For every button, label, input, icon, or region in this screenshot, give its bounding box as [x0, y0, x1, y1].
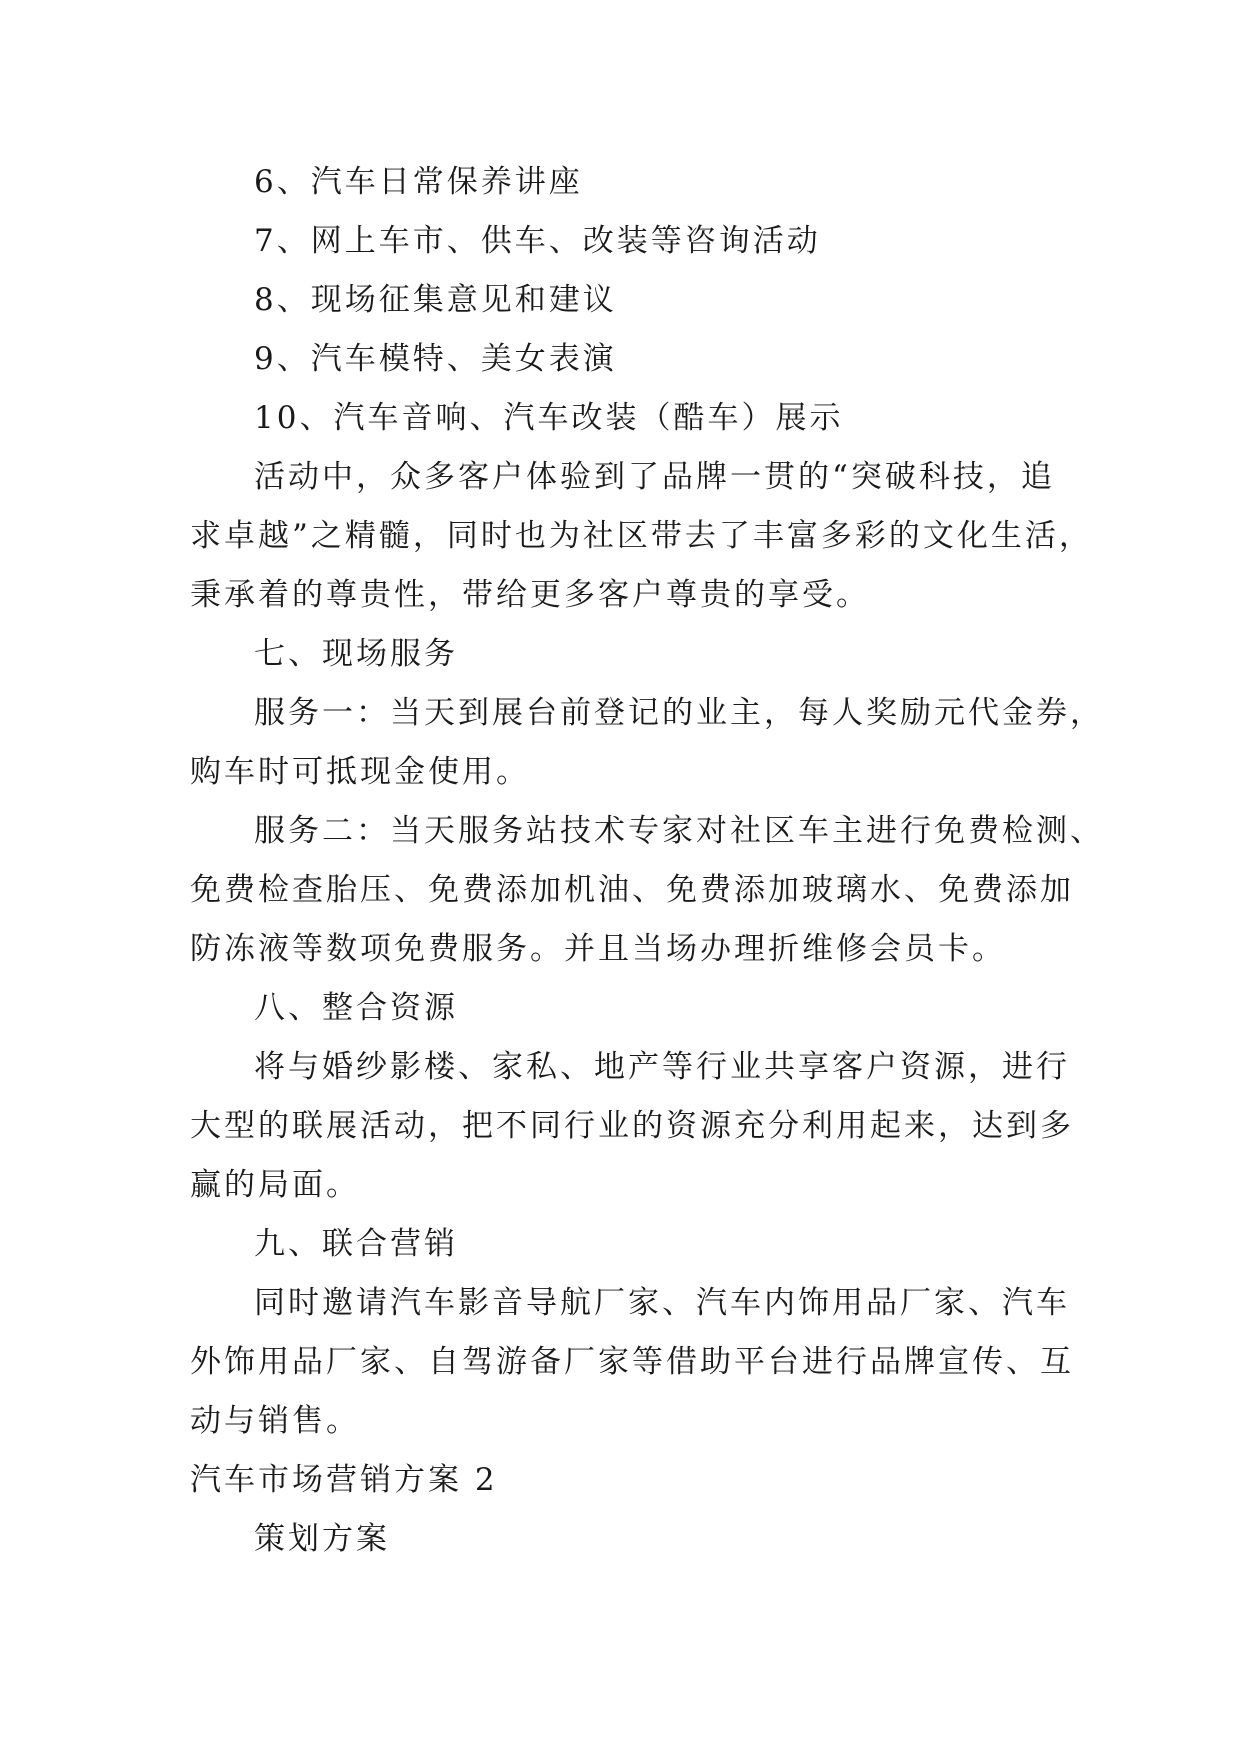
paragraph-line: 外饰用品厂家、自驾游备厂家等借助平台进行品牌宣传、互	[190, 1344, 1074, 1380]
paragraph-line: 免费检查胎压、免费添加机油、免费添加玻璃水、免费添加	[190, 872, 1074, 908]
plan-title: 汽车市场营销方案 2	[190, 1462, 498, 1498]
section-heading: 八、整合资源	[254, 990, 458, 1026]
section-heading: 七、现场服务	[254, 636, 458, 672]
paragraph-line: 防冻液等数项免费服务。并且当场办理折维修会员卡。	[190, 931, 1006, 967]
list-item: 9、汽车模特、美女表演	[254, 341, 617, 377]
plan-subheading: 策划方案	[254, 1521, 390, 1557]
list-item: 8、现场征集意见和建议	[254, 282, 617, 318]
paragraph-line: 求卓越”之精髓，同时也为社区带去了丰富多彩的文化生活，	[190, 518, 1093, 554]
paragraph-line: 赢的局面。	[190, 1167, 360, 1203]
paragraph-line: 同时邀请汽车影音导航厂家、汽车内饰用品厂家、汽车	[254, 1285, 1070, 1321]
paragraph-line: 大型的联展活动，把不同行业的资源充分利用起来，达到多	[190, 1108, 1074, 1144]
paragraph-line: 动与销售。	[190, 1403, 360, 1439]
paragraph-line: 秉承着的尊贵性，带给更多客户尊贵的享受。	[190, 577, 870, 613]
paragraph-line: 购车时可抵现金使用。	[190, 754, 530, 790]
list-item: 6、汽车日常保养讲座	[254, 164, 583, 200]
list-item: 7、网上车市、供车、改装等咨询活动	[254, 223, 821, 259]
paragraph-line: 活动中，众多客户体验到了品牌一贯的“突破科技，追	[254, 459, 1055, 495]
section-heading: 九、联合营销	[254, 1226, 458, 1262]
paragraph-line: 服务二：当天服务站技术专家对社区车主进行免费检测、	[254, 813, 1104, 849]
paragraph-line: 将与婚纱影楼、家私、地产等行业共享客户资源，进行	[254, 1049, 1070, 1085]
list-item: 10、汽车音响、汽车改装（酷车）展示	[254, 400, 844, 436]
paragraph-line: 服务一：当天到展台前登记的业主，每人奖励元代金券，	[254, 695, 1104, 731]
